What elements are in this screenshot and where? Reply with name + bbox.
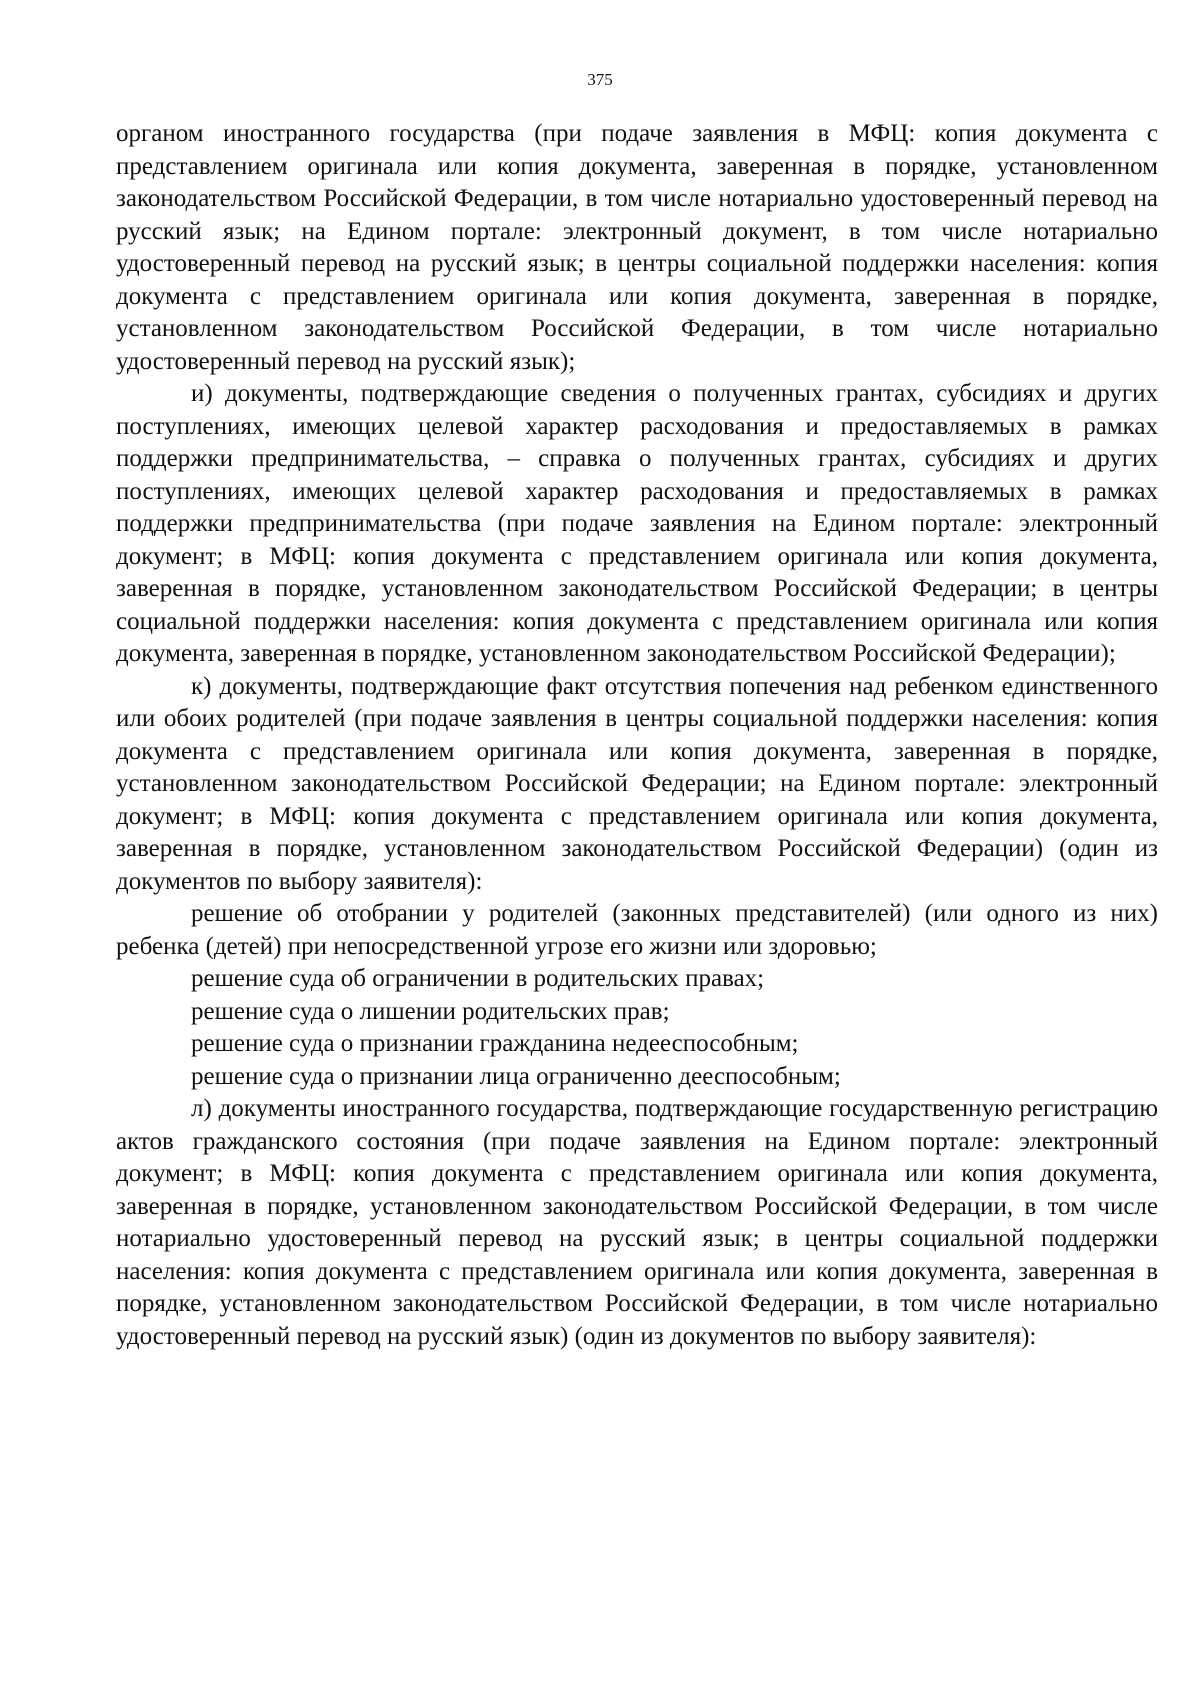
paragraph-item-i: и) документы, подтверждающие сведения о полученных грантах, субсидиях и других поступлениях, имеющих целевой характер расходования и предоставляемых в рамках поддержки предпринимательства, – справка о полученных грантах, субсидиях и других поступлениях, имеющих целевой характер расходования и предоставляемых в рамках поддержки предпринимательства (при подаче заявления на Едином портале: электронный документ; в МФЦ: копия документа с представлением оригинала или копия документа, заверенная в порядке, установленном законодательством Российской Федерации; в центры социальной поддержки населения: копия документа с представлением оригинала или копия документа, заверенная в порядке, установленном законодательством Российской Федерации); [116,380,1158,667]
page-number: 375 [587,70,613,89]
document-body [116,118,1158,1353]
paragraph-continuation: органом иностранного государства (при подаче заявления в МФЦ: копия документа с представлением оригинала или копия документа, заверенная в порядке, установленном законодательством Российской Федерации, в том числе нотариально удостоверенный перевод на русский язык; на Едином портале: электронный документ, в том числе нотариально удостоверенный перевод на русский язык; в центры социальной поддержки населения: копия документа с представлением оригинала или копия документа, заверенная в порядке, установленном законодательством Российской Федерации, в том числе нотариально удостоверенный перевод на русский язык); [116,120,1158,375]
list-item-court-restriction: решение суда об ограничении в родительских правах; [191,965,765,992]
list-item-decision-removal: решение об отобрании у родителей (законных представителей) (или одного из них) ребенка (детей) при непосредственной угрозе его жизни или здоровью; [116,900,1158,960]
paragraph-item-l: л) документы иностранного государства, подтверждающие государственную регистрацию актов гражданского состояния (при подаче заявления на Едином портале: электронный документ; в МФЦ: копия документа с представлением оригинала или копия документа, заверенная в порядке, установленном законодательством Российской Федерации, в том числе нотариально удостоверенный перевод на русский язык; в центры социальной поддержки населения: копия документа с представлением оригинала или копия документа, заверенная в порядке, установленном законодательством Российской Федерации, в том числе нотариально удостоверенный перевод на русский язык) (один из документов по выбору заявителя): [116,1095,1158,1350]
list-item-court-incapacity: решение суда о признании гражданина недееспособным; [191,1030,799,1057]
list-item-court-deprivation: решение суда о лишении родительских прав; [191,997,670,1025]
list-item-court-limited-capacity: решение суда о признании лица ограниченно дееспособным; [191,1062,841,1090]
paragraph-item-k: к) документы, подтверждающие факт отсутствия попечения над ребенком единственного или обоих родителей (при подаче заявления в центры социальной поддержки населения: копия документа с представлением оригинала или копия документа, заверенная в порядке, установленном законодательством Российской Федерации; на Едином портале: электронный документ; в МФЦ: копия документа с представлением оригинала или копия документа, заверенная в порядке, установленном законодательством Российской Федерации) (один из документов по выбору заявителя): [116,672,1158,895]
